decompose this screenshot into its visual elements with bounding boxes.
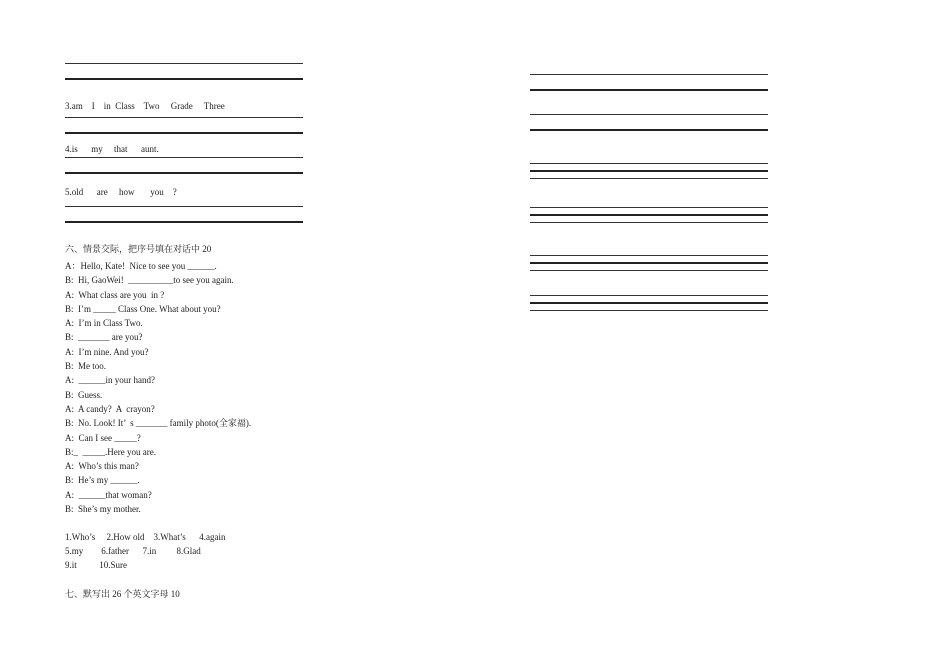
writing-line [530, 170, 768, 172]
dialogue [65, 259, 251, 516]
writing-line [530, 129, 768, 131]
writing-line [65, 78, 303, 80]
writing-line [530, 207, 768, 208]
sentence-3: 3.am I in Class Two Grade Three [65, 101, 225, 111]
section-6-heading: 六、情景交际，把序号填在对话中 20 [65, 244, 212, 254]
writing-line [65, 157, 303, 158]
writing-line [530, 222, 768, 223]
dialogue-line: B: Guess. [65, 389, 103, 400]
writing-line [530, 302, 768, 304]
writing-line [65, 117, 303, 118]
writing-line [530, 262, 768, 264]
dialogue-line: A: A candy? A crayon? [65, 403, 155, 414]
writing-line [530, 89, 768, 91]
writing-line [530, 114, 768, 115]
dialogue-line: B: _______ are you? [65, 332, 143, 343]
writing-line [65, 172, 303, 174]
dialogue-line: A: I’m nine. And you? [65, 346, 149, 357]
writing-line [65, 206, 303, 207]
writing-line [65, 132, 303, 134]
writing-line [530, 310, 768, 311]
dialogue-line: A：Hello, Kate! Nice to see you ______. [65, 261, 217, 271]
writing-line [530, 270, 768, 271]
writing-line [530, 214, 768, 216]
dialogue-line: B: She’s my mother. [65, 504, 141, 515]
sentence-5: 5.old are how you ? [65, 187, 177, 197]
dialogue-line: B: Hi, GaoWei! __________to see you again. [65, 275, 234, 286]
dialogue-line: A: ______that woman? [65, 489, 152, 500]
dialogue-line: A: Who’s this man? [65, 461, 139, 472]
writing-line [530, 74, 768, 75]
writing-line [65, 221, 303, 223]
writing-line [530, 295, 768, 296]
section-7-heading: 七、默写出 26 个英文字母 10 [65, 589, 180, 599]
writing-line [530, 178, 768, 179]
options-row-2: 5.my 6.father 7.in 8.Glad [65, 546, 201, 556]
dialogue-line: B:_ _____.Here you are. [65, 446, 156, 457]
writing-line [65, 63, 303, 64]
dialogue-line: B: He’s my ______. [65, 475, 140, 486]
sentence-4: 4.is my that aunt. [65, 144, 159, 154]
dialogue-line: A: Can I see _____? [65, 432, 141, 443]
options-row-3: 9.it 10.Sure [65, 560, 127, 570]
dialogue-line: A: What class are you in ? [65, 289, 165, 300]
dialogue-line: B: I’m _____ Class One. What about you? [65, 303, 221, 314]
options-row-1: 1.Who’s 2.How old 3.What’s 4.again [65, 532, 226, 542]
dialogue-line: B: Me too. [65, 361, 107, 372]
dialogue-line: B: No. Look! It’ s _______ family photo(全家福). [65, 418, 252, 429]
dialogue-line: A: ______in your hand? [65, 375, 155, 386]
writing-line [530, 163, 768, 164]
writing-line [530, 255, 768, 256]
dialogue-line: A: I’m in Class Two. [65, 318, 143, 329]
